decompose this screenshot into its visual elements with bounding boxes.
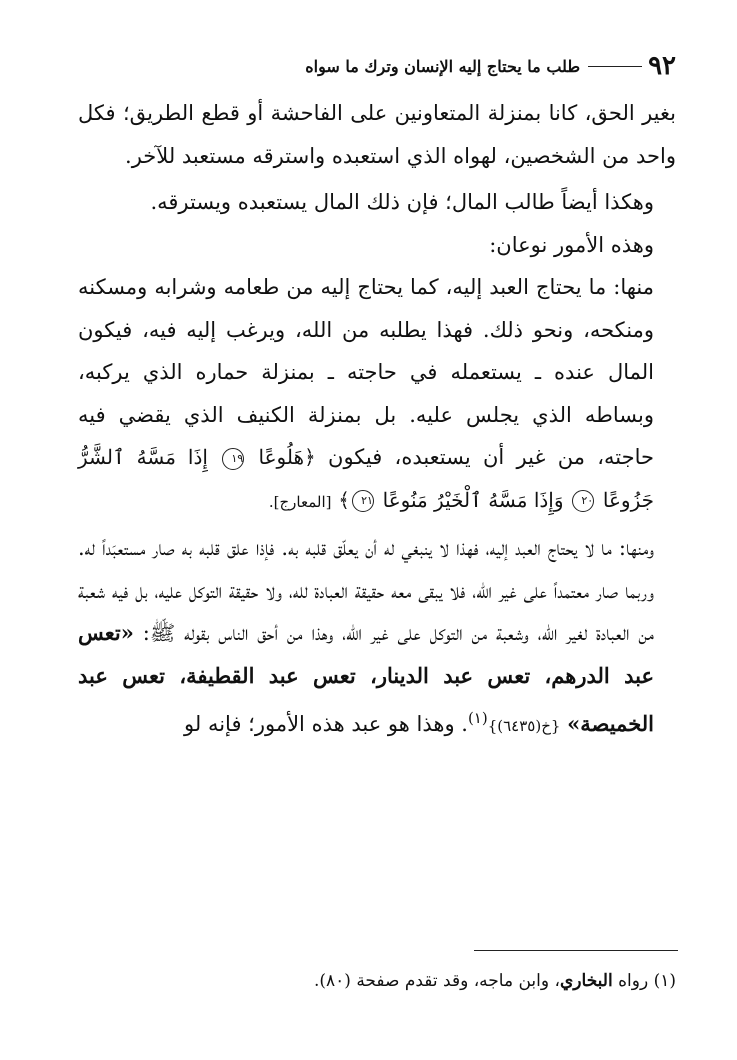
quran-verse-20: إِذَا مَسَّهُ ٱلشَّرُّ جَزُوعًا	[78, 445, 654, 512]
page-header	[78, 46, 676, 86]
ayah-marker-19: ١٩	[222, 448, 244, 470]
running-title: طلب ما يحتاج إليه الإنسان وترك ما سواه	[305, 56, 581, 76]
paragraph-5	[78, 527, 676, 748]
footnote-source-name: البخاري	[560, 971, 613, 991]
page-body	[78, 92, 676, 748]
footnote-rule	[474, 950, 678, 951]
hadith-reference: {خ(٦٤٣٥)}	[487, 717, 561, 735]
paragraph-4	[78, 266, 676, 523]
quran-bracket-close: ﴾	[338, 487, 350, 512]
paragraph-4-text: منها: ما يحتاج العبد إليه، كما يحتاج إليه من طعامه وشرابه ومسكنه ومنكحه، ونحو ذلك. فهذا يطلبه من الله، ويرغب إليه فيه، فيكون المال عنده ـ يستعمله في حاجته ـ بمنزلة حماره الذي يركبه، وبساطه الذي يجلس عليه. بل بمنزلة الكنيف الذي يقضي فيه حاجته، من غير أن يستعبده، فيكون	[78, 275, 654, 469]
footnote	[78, 966, 676, 996]
header-rule	[588, 66, 642, 67]
paragraph-5-end: . وهذا هو عبد هذه الأمور؛ فإنه لو	[184, 712, 468, 736]
paragraph-5-text: ومنها: ما لا يحتاج العبد إليه، فهذا لا ينبغي له أن يعلّق قلبه به. فإذا علق قلبه به صار مستعبَداً له. وربما صار معتمداً على غير الله، فلا يبقى معه حقيقة العبادة لله، ولا حقيقة التوكل عليه، بل فيه شعبة من العبادة لغير الله، وشعبة من التوكل على غير الله، وهذا من أحق الناس بقوله ﷺ:	[78, 536, 654, 645]
paragraph-3: وهذه الأمور نوعان:	[489, 232, 654, 257]
paragraph-1: بغير الحق، كانا بمنزلة المتعاونين على الفاحشة أو قطع الطريق؛ فكل واحد من الشخصين، لهواه الذي استعبده واسترقه مستعبد للآخر.	[78, 101, 676, 168]
page-number: ٩٢	[648, 51, 676, 81]
quran-bracket-open: ﴿	[304, 445, 316, 469]
footnote-text-start: رواه	[618, 971, 649, 991]
footnote-number: (١)	[653, 971, 676, 991]
footnote-text-end: ، وابن ماجه، وقد تقدم صفحة (٨٠).	[313, 971, 560, 991]
ayah-marker-21: ٢١	[352, 490, 374, 512]
paragraph-2: وهكذا أيضاً طالب المال؛ فإن ذلك المال يستعبده ويسترقه.	[150, 190, 654, 214]
quran-verse-21: وَإِذَا مَسَّهُ ٱلْخَيْرُ مَنُوعًا	[382, 487, 564, 512]
hadith-quote: «تعس عبد الدرهم، تعس عبد الدينار، تعس عبد القطيفة، تعس عبد الخميصة»	[78, 620, 654, 736]
quran-verse-19: هَلُوعًا	[258, 445, 305, 469]
ayah-marker-20: ٢٠	[572, 490, 594, 512]
footnote-marker: (١)	[467, 709, 488, 727]
surah-reference: [المعارج].	[268, 492, 332, 511]
